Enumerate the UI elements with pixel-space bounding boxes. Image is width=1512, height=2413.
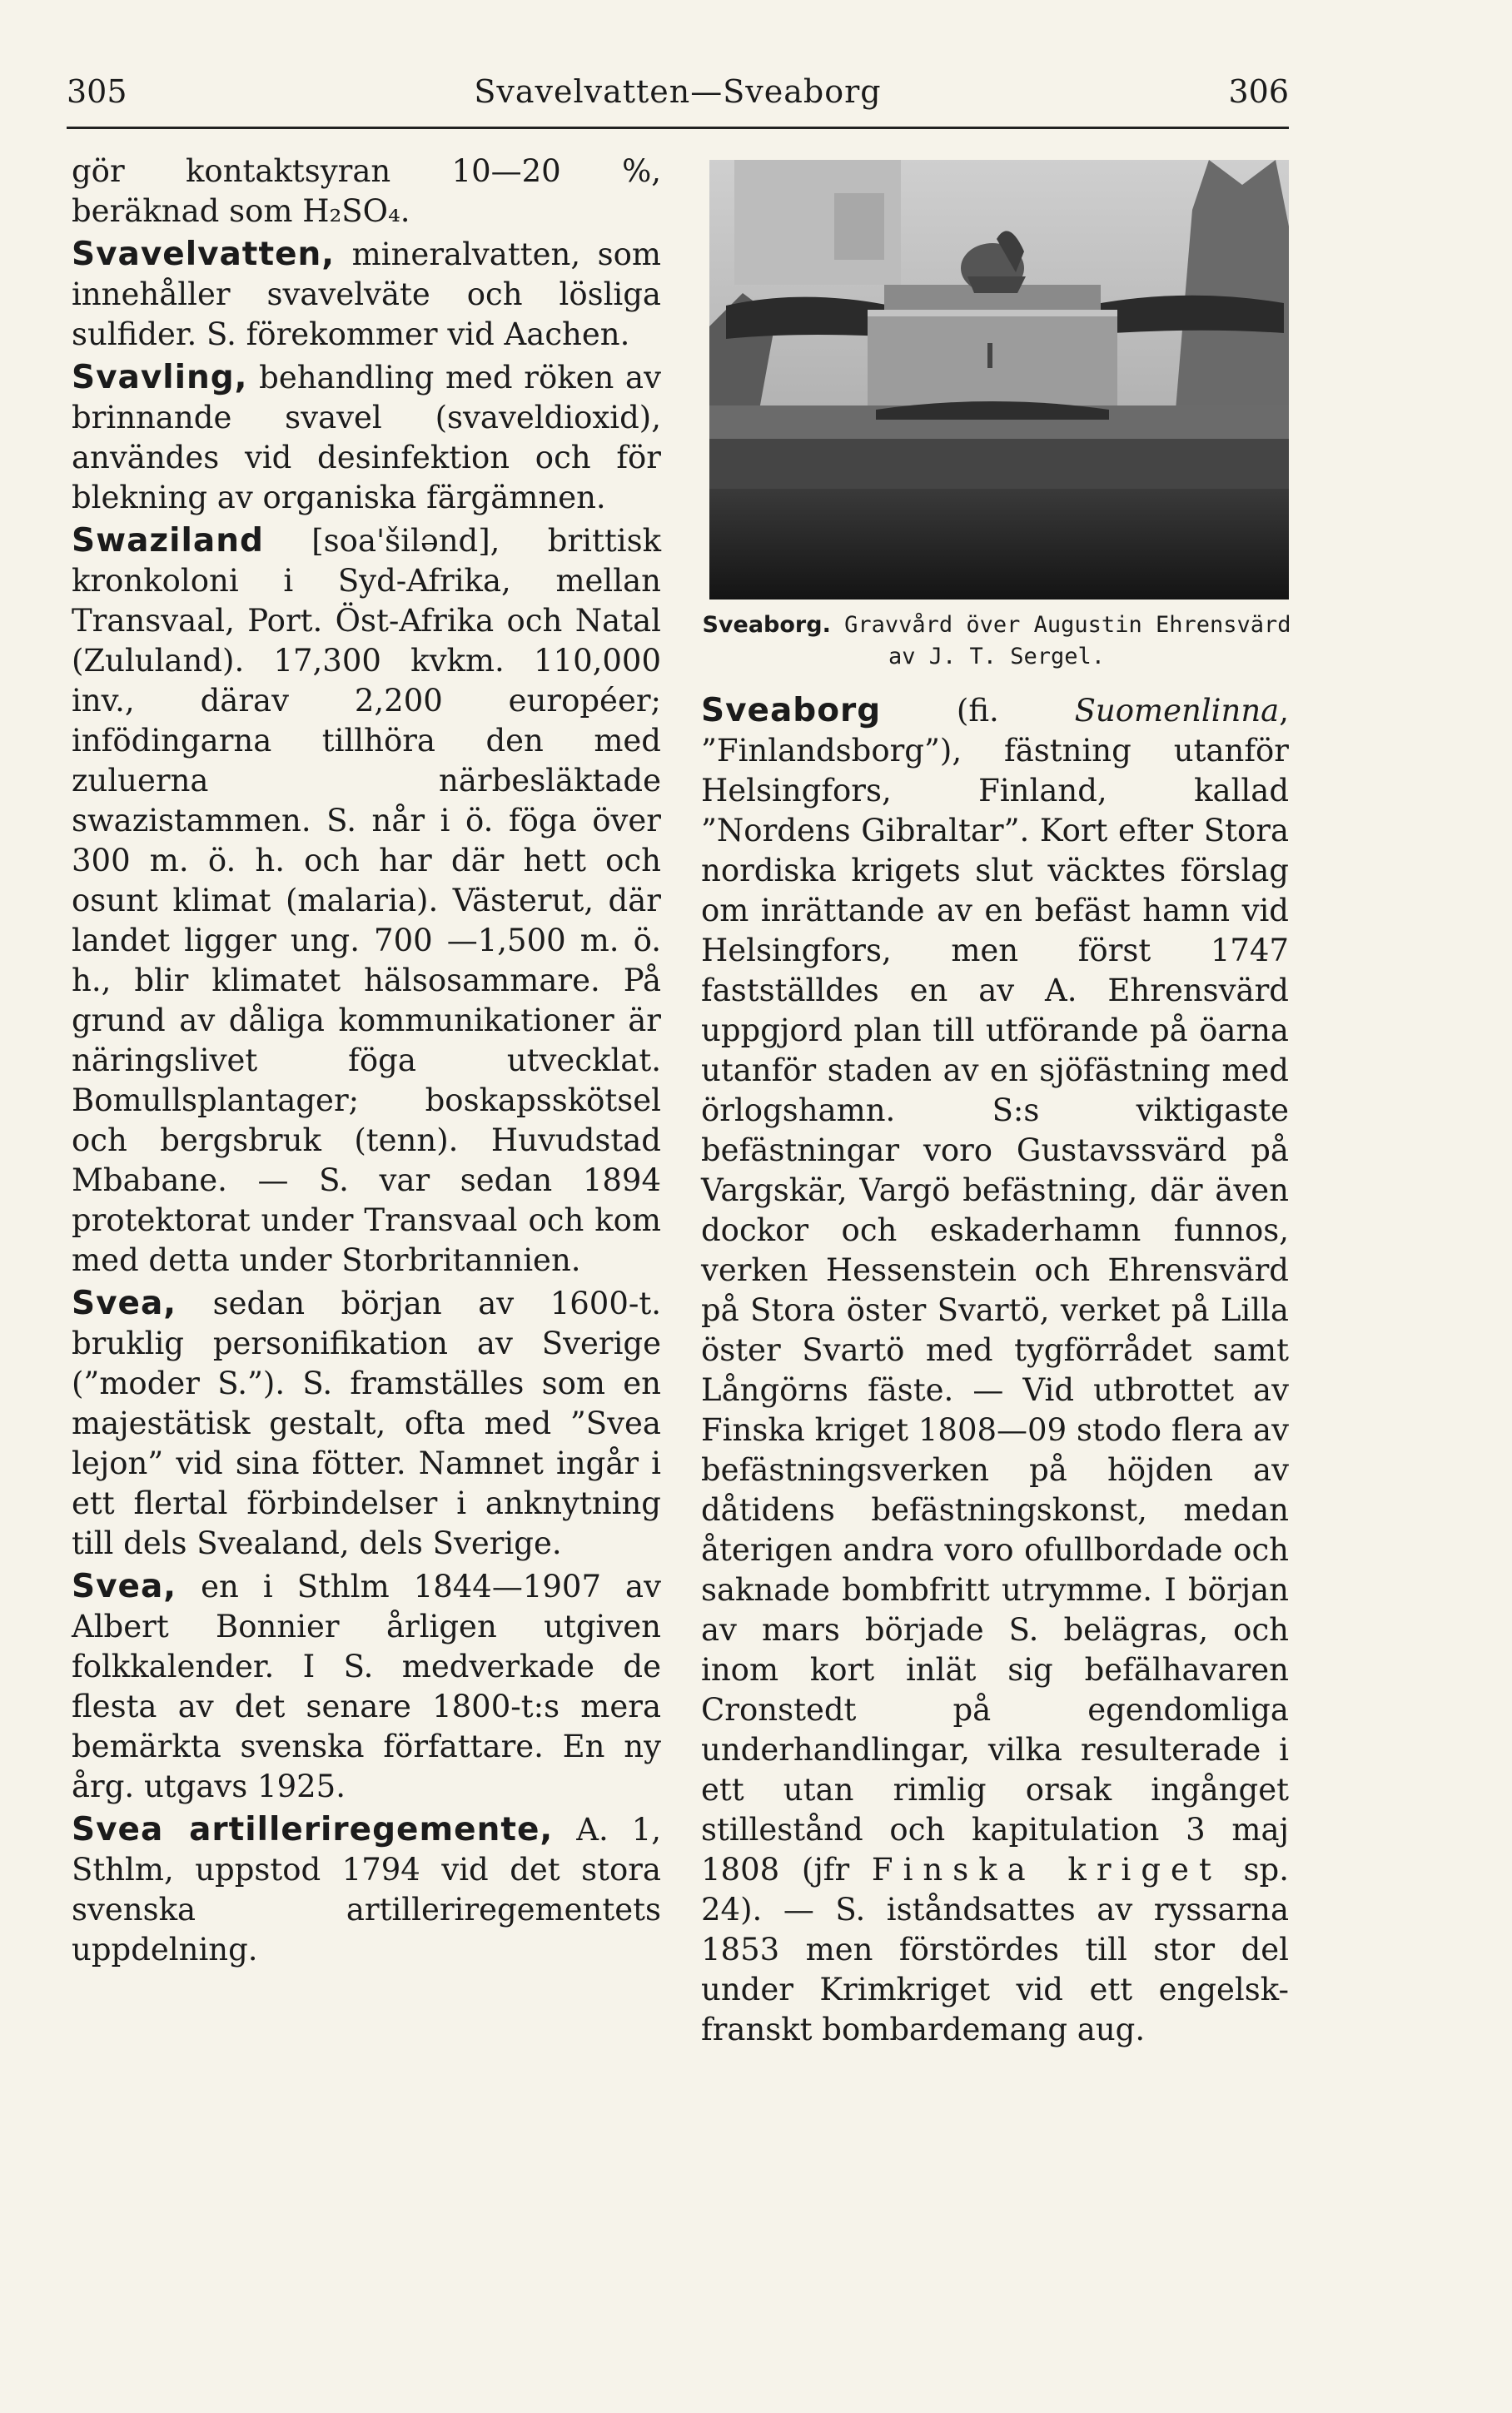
finnish-name: Suomenlinna (1074, 693, 1280, 729)
entry-continuation: gör kontaktsyran 10—20 %, beräknad som H₂SO₄. (72, 153, 661, 229)
cross-reference: Finska kriget (871, 1852, 1221, 1888)
left-page-number: 305 (67, 73, 127, 110)
left-column (72, 152, 661, 1973)
headword-svea-artilleriregemente: Svea artilleriregemente, (72, 1811, 554, 1848)
entry-svea-calendar: Svea, en i Sthlm 1844—1907 av Albert Bonnier årligen utgiven folkkalender. I S. medverkade de flesta av det senare 1800-t:s mera bemärkta svenska författare. En ny årg. utgavs 1925. (72, 1568, 661, 1804)
entry-svea-artilleriregemente: Svea artilleriregemente, A. 1, Sthlm, uppstod 1794 vid det stora svenska artilleriregementets uppdelning. (72, 1811, 661, 1968)
page-header (67, 65, 1289, 123)
running-title: Svavelvatten—Sveaborg (474, 73, 882, 110)
headword-svavling: Svavling, (72, 359, 248, 396)
entry-svavelvatten: Svavelvatten, mineralvatten, som innehåller svavelväte och lösliga sulfider. S. förekommer vid Aachen. (72, 236, 661, 352)
headword-svea: Svea, (72, 1285, 177, 1322)
headword-svea-calendar: Svea, (72, 1568, 177, 1605)
figure-caption: Sveaborg. Gravvård över Augustin Ehrensvärd av J. T. Sergel. (702, 612, 1291, 669)
entry-sveaborg: Sveaborg (fi. Suomenlinna, ”Finlandsborg”), fästning utanför Helsingfors, Finland, kallad ”Nordens Gibraltar”. Kort efter Stora nordiska krigets slut väcktes förslag om inrättande av en befäst hamn vid Helsingfors, men först 1747 fastställdes en av A. Ehrensvärd uppgjord plan till utförande på öarna utanför staden av en sjöfästning med örlogshamn. S:s viktigaste befästningar voro Gustavssvärd på Vargskär, Vargö befästning, där även dockor och eskaderhamn funnos, verken Hessenstein och Ehrensvärd på Stora öster Svartö, verket på Lilla öster Svartö med tygförrådet samt Långörns fäste. — Vid utbrottet av Finska kriget 1808—09 stodo flera av befästningsverken på höjden av dåtidens befästningskonst, medan återigen andra voro ofullbordade och saknade bombfritt utrymme. I början av mars började S. belägras, och inom kort inlät sig befälhavaren Cronstedt på egendomliga underhandlingar, vilka resulterade i ett utan rimlig orsak ingånget stillestånd och kapitulation 3 maj 1808 (jfr Finska kriget sp. 24). — S. iståndsattes av ryssarna 1853 men förstördes till stor del under Krimkriget vid ett engelsk-franskt bombardemang aug. (701, 692, 1289, 2047)
entry-swaziland: Swaziland [soa'šilənd], brittisk kronkoloni i Syd-Afrika, mellan Transvaal, Port. Öst-Afrika och Natal (Zululand). 17,300 kvkm. 110,000 inv., därav 2,200 européer; infödingarna tillhöra den med zuluerna närbesläktade swazistammen. S. når i ö. föga över 300 m. ö. h. och har där hett och osunt klimat (malaria). Västerut, där landet ligger ung. 700 —1,500 m. ö. h., blir klimatet hälsosammare. På grund av dåliga kommunikationer är näringslivet föga utvecklat. Bomullsplantager; boskapsskötsel och bergsbruk (tenn). Huvudstad Mbabane. — S. var sedan 1894 protektorat under Transvaal och kom med detta under Storbritannien. (72, 522, 661, 1278)
caption-headword: Sveaborg. (702, 612, 831, 638)
headword-svavelvatten: Svavelvatten, (72, 236, 336, 273)
grave-monument-image (709, 160, 1289, 600)
headword-swaziland: Swaziland (72, 522, 264, 560)
headword-sveaborg: Sveaborg (701, 692, 882, 729)
right-column (701, 691, 1289, 2053)
monument-photo (709, 160, 1289, 600)
entry-svavling: Svavling, behandling med röken av brinnande svavel (svaveldioxid), användes vid desinfektion och för blekning av organiska färgämnen. (72, 359, 661, 515)
right-page-number: 306 (1228, 73, 1289, 110)
header-rule (67, 127, 1289, 129)
entry-svea-personification: Svea, sedan början av 1600-t. bruklig personifikation av Sverige (”moder S.”). S. framställes som en majestätisk gestalt, ofta med ”Svea lejon” vid sina fötter. Namnet ingår i ett flertal förbindelser i anknytning till dels Svealand, dels Sverige. (72, 1285, 661, 1561)
